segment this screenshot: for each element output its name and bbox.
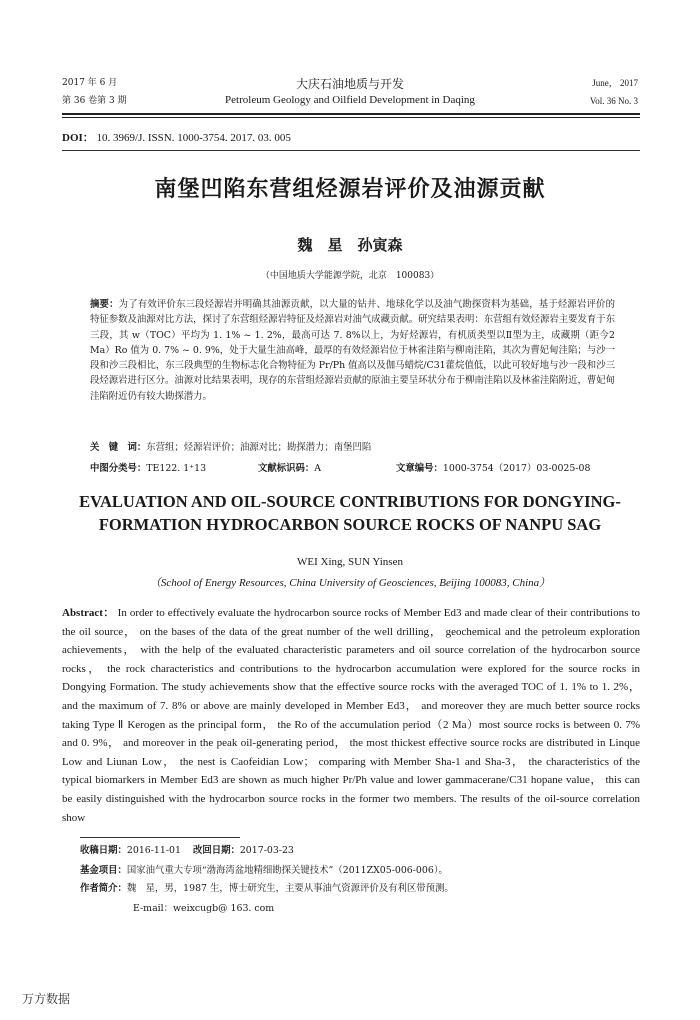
abstract-cn-label: 摘要： bbox=[90, 299, 119, 310]
abstract-cn bbox=[90, 297, 615, 404]
keywords-cn bbox=[90, 440, 615, 455]
author-email[interactable]: E-mail：weixcugb@ 163. com bbox=[133, 903, 275, 914]
keywords-cn-text: 东营组；烃源岩评价；油源对比；勘探潜力；南堡凹陷 bbox=[146, 442, 372, 453]
doi-label: DOI： bbox=[62, 132, 94, 144]
clc-label: 中图分类号： bbox=[90, 463, 147, 474]
doi-value[interactable]: 10. 3969/J. ISSN. 1000-3754. 2017. 03. 005 bbox=[96, 132, 291, 144]
abstract-en-label: Abstract： bbox=[62, 607, 115, 619]
abstract-en bbox=[62, 604, 640, 827]
classification-row bbox=[90, 460, 615, 474]
journal-title-cn: 大庆石油地质与开发 bbox=[295, 77, 404, 91]
header-volume-en: Vol. 36 No. 3 bbox=[589, 96, 638, 106]
watermark: 万方数据 bbox=[22, 992, 71, 1006]
received-date: 2016-11-01 bbox=[126, 845, 181, 856]
revised-label: 改回日期： bbox=[192, 845, 240, 856]
footnote-author bbox=[80, 882, 640, 895]
footnote-dates bbox=[80, 844, 640, 857]
footnote-fund bbox=[80, 864, 640, 877]
keywords-cn-label: 关 键 词： bbox=[90, 442, 147, 453]
header-volume-cn: 第 36 卷第 3 期 bbox=[62, 96, 127, 106]
revised-date: 2017-03-23 bbox=[239, 845, 294, 856]
paper-title-cn: 南堡凹陷东营组烃源岩评价及油源贡献 bbox=[154, 177, 546, 202]
author-bio-text: 魏 星，男，1987 生，博士研究生，主要从事油气资源评价及有利区带预测。 bbox=[126, 883, 454, 894]
header-date-cn: 2017 年 6 月 bbox=[62, 78, 118, 88]
abstract-cn-text: 为了有效评价东三段烃源岩并明确其油源贡献，以大量的钻井、地球化学以及油气勘探资料为基础，基于烃源岩评价的特征参数及油源对比方法，探讨了东营组烃源岩特征及烃源岩对油气成藏贡献。研究结果表明：东营组有效烃源岩主要发育于东三段，其 w（TOC）平均为 1. 1% ~ 1. 2%，最高可达 7. 8%以上，为好烃源岩，有机质类型以Ⅱ型为主，成藏期（距今2 Ma）Ro 值为 0. 7% ~ 0. 9%，处于大量生油高峰，最厚的有效烃源岩位于林雀洼陷与柳南洼陷，其次为曹妃甸洼陷；与沙一段和沙三段相比，东三段典型的生物标志化合物特征为 Pr/Ph 值高以及伽马蜡烷/C31藿烷值低，以此可较好地与沙一段和沙三段烃源岩进行区分。油源对比结果表明，现存的东营组烃源岩贡献的原油主要呈环状分布于柳南洼陷以及林雀洼陷附近，曹妃甸洼陷附近仍有较大勘探潜力。 bbox=[90, 299, 616, 402]
clc-value: TE122. 1⁺13 bbox=[146, 463, 207, 474]
doc-code-label: 文献标识码： bbox=[258, 463, 315, 474]
author-bio-label: 作者简介： bbox=[80, 883, 127, 894]
authors-en: WEI Xing, SUN Yinsen bbox=[297, 556, 403, 568]
abstract-en-text: In order to effectively evaluate the hydrocarbon source rocks of Member Ed3 and made clear of their contributions to the oil source， on the bases of the data of the great number of the well drilling， geochemical and the petroleum exploration achievements， with the help of the evaluated characteristic parameters and oil source correlation of the hydrocarbon source rocks， the rock characteristics and contributions to the hydrocarbon accumulation were explored for the source rocks in Dongying Formation. The study achievements show that the effective source rocks with the averaged TOC of 1. 1% to 1. 2%， and the maximum of 7. 8% or above are mainly developed in Member Ed3， and moreover they are much better source rocks taking Type Ⅱ Kerogen as the principal form， the Ro of the accumulation period（2 Ma）most source rocks is between 0. 7% and 0. 9%， and moreover in the peak oil-generating period， the most thickest effective source rocks are distributed in Linque Low and Liunan Low， the nest is Caofeidian Low； comparing with Member Sha-1 and Sha-3， the characteristics of the typical biomarkers in Member Ed3 are shown as much higher Pr/Ph value and lower gammacerane/C31 hopane value， this can be easily distinguished with the hydrocarbon source rocks in the former two members. The results of the oil-source correlation show bbox=[62, 607, 641, 824]
doi-rule bbox=[62, 150, 640, 151]
header-rule-thin bbox=[62, 117, 640, 118]
authors-cn: 魏 星 孙寅森 bbox=[297, 236, 403, 254]
header-date-en: June， 2017 bbox=[592, 78, 638, 88]
fund-label: 基金项目： bbox=[80, 865, 127, 876]
paper-title-en: EVALUATION AND OIL-SOURCE CONTRIBUTIONS FOR DONGYING-FORMATION HYDROCARBON SOURCE ROCKS OF NANPU SAG bbox=[79, 492, 621, 534]
received-label: 收稿日期： bbox=[80, 845, 127, 856]
header-rule-thick bbox=[62, 113, 640, 115]
affiliation-cn: （中国地质大学能源学院，北京 100083） bbox=[260, 271, 440, 281]
footnote-rule bbox=[80, 837, 240, 838]
journal-title-en: Petroleum Geology and Oilfield Development in Daqing bbox=[225, 94, 475, 106]
article-number-label: 文章编号： bbox=[396, 463, 443, 474]
fund-text: 国家油气重大专项“渤海湾盆地精细勘探关键技术”（2011ZX05-006-006）。 bbox=[126, 865, 448, 876]
article-number-value: 1000-3754（2017）03-0025-08 bbox=[442, 463, 591, 474]
affiliation-en: （School of Energy Resources, China University of Geosciences, Beijing 100083, China） bbox=[149, 577, 551, 589]
doc-code-value: A bbox=[314, 463, 322, 474]
doi-line bbox=[62, 129, 291, 145]
